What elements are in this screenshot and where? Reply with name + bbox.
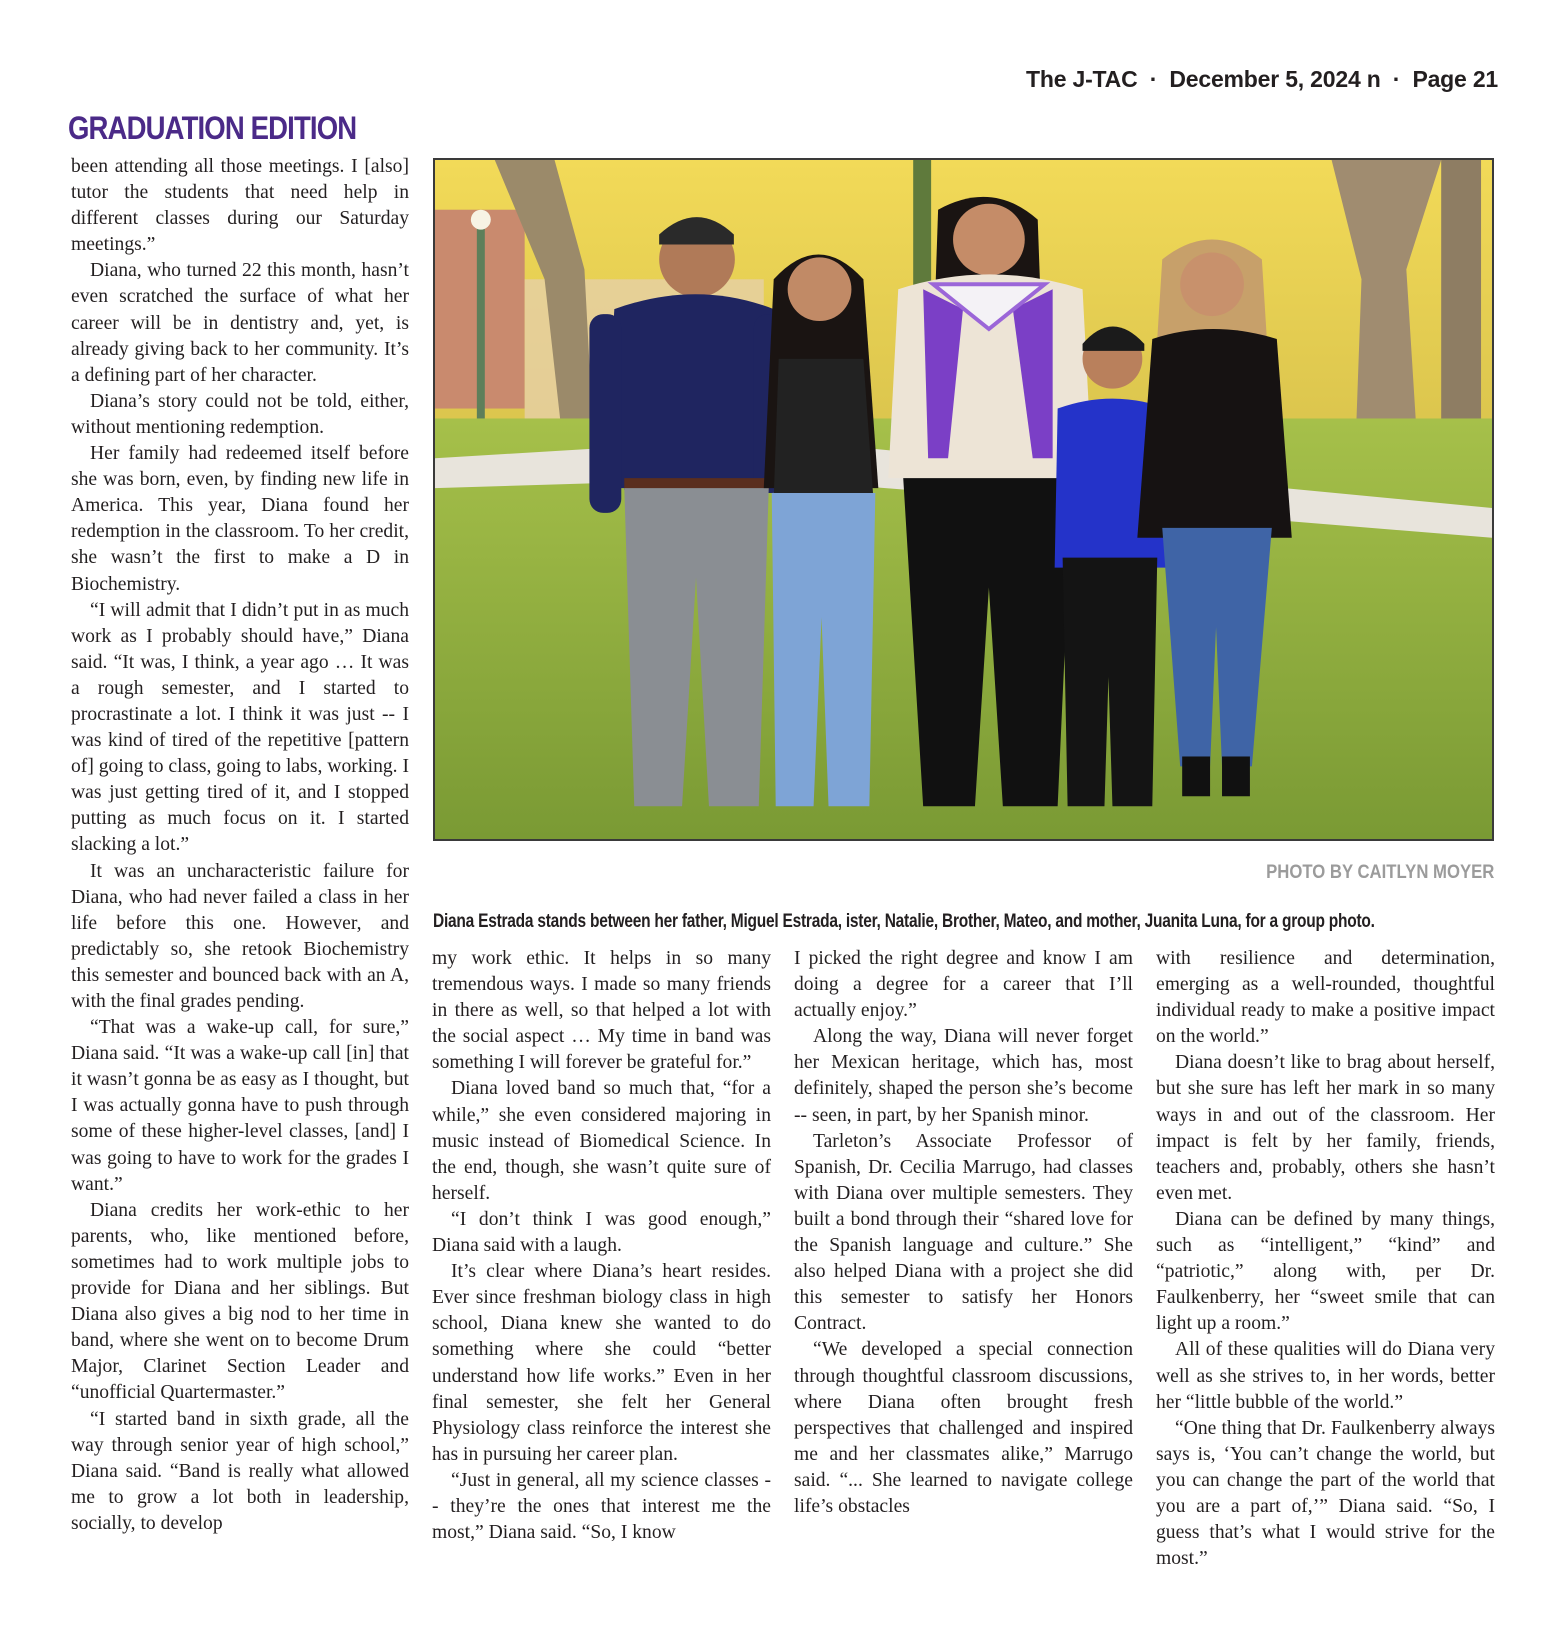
article-paragraph: “I will admit that I didn’t put in as much work as I probably should have,” Diana said. “It was, I think, a year ago … It was a rough semester, and I started to procrastinate a lot. I think it was just -- I was kind of tired of the repetitive [pattern of] going to class, going to labs, working. I was just getting tired of it, and I stopped putting as much focus on it. I started slacking a lot.” — [71, 599, 409, 856]
article-paragraph: “I don’t think I was good enough,” Diana said with a laugh. — [432, 1208, 771, 1257]
article-paragraph: It was an uncharacteristic failure for Diana, who had never failed a class in her life before this one. However, and predictably so, she retook Biochemistry this semester and bounced back with an A, with the final grades pending. — [71, 860, 409, 1012]
article-column-2 — [432, 946, 771, 1546]
article-paragraph: with resilience and determination, emerging as a well-rounded, thoughtful individual ready to make a positive impact on the world.” — [1156, 948, 1495, 1048]
article-paragraph: Diana can be defined by many things, such as “intelligent,” “kind” and “patriotic,” along with, per Dr. Faulkenberry, her “sweet smile that can light up a room.” — [1156, 1208, 1495, 1335]
photo-caption: Diana Estrada stands between her father, Miguel Estrada, ister, Natalie, Brother, Mateo, and mother, Juanita Luna, for a group photo. — [433, 910, 1375, 932]
article-column-1 — [71, 154, 409, 1537]
article-paragraph: Diana’s story could not be told, either, without mentioning redemption. — [71, 390, 409, 438]
section-heading: GRADUATION EDITION — [68, 110, 357, 146]
article-column-3 — [794, 946, 1133, 1520]
issue-date: December 5, 2024 n — [1169, 66, 1381, 92]
folio-separator: · — [1392, 66, 1401, 92]
article-paragraph: Diana, who turned 22 this month, hasn’t even scratched the surface of what her career will be in dentistry and, yet, is already giving back to her community. It’s a defining part of her character. — [71, 260, 409, 386]
article-paragraph: “I started band in sixth grade, all the way through senior year of high school,” Diana said. “Band is really what allowed me to grow a lot both in leadership, socially, to develop — [71, 1408, 409, 1534]
photo-illustration — [435, 160, 1492, 839]
article-paragraph: been attending all those meetings. I [also] tutor the students that need help in different classes during our Saturday meetings.” — [71, 156, 409, 256]
article-paragraph: “That was a wake-up call, for sure,” Diana said. “It was a wake-up call [in] that it wasn’t gonna be as easy as I thought, but I was actually gonna have to push through some of these higher-level classes, [and] I was going to have to work for the grades I want.” — [71, 1017, 409, 1195]
article-paragraph: All of these qualities will do Diana very well as she strives to, in her words, better her “little bubble of the world.” — [1156, 1339, 1495, 1413]
page-number: Page 21 — [1412, 66, 1498, 92]
article-paragraph: Diana doesn’t like to brag about herself, but she sure has left her mark in so many ways in and out of the classroom. Her impact is felt by her family, friends, teachers and, probably, others she hasn’t even met. — [1156, 1052, 1495, 1204]
group-photo — [433, 158, 1494, 841]
article-paragraph: Along the way, Diana will never forget her Mexican heritage, which has, most definitely, shaped the person she’s become -- seen, in part, by her Spanish minor. — [794, 1026, 1133, 1126]
article-paragraph: “One thing that Dr. Faulkenberry always says is, ‘You can’t change the world, but you can change the part of the world that you are a part of,’” Diana said. “So, I guess that’s what I would strive for the most.” — [1156, 1417, 1495, 1570]
article-paragraph: Her family had redeemed itself before she was born, even, by finding new life in America. This year, Diana found her redemption in the classroom. To her credit, she wasn’t the first to make a D in Biochemistry. — [71, 443, 409, 595]
article-paragraph: Diana loved band so much that, “for a while,” she even considered majoring in music instead of Biomedical Science. In the end, though, she wasn’t quite sure of herself. — [432, 1078, 771, 1204]
article-paragraph: Tarleton’s Associate Professor of Spanish, Dr. Cecilia Marrugo, had classes with Diana over multiple semesters. They built a bond through their “shared love for the Spanish language and culture.” She also helped Diana with a project she did this semester to satisfy her Honors Contract. — [794, 1130, 1133, 1335]
photo-credit: PHOTO BY CAITLYN MOYER — [1265, 862, 1494, 883]
article-paragraph: my work ethic. It helps in so many tremendous ways. I made so many friends in there as well, so that helped a lot with the social aspect … My time in band was something I will forever be grateful for.” — [432, 948, 771, 1074]
article-paragraph: “Just in general, all my science classes -- they’re the ones that interest me the most,” Diana said. “So, I know — [432, 1469, 771, 1544]
article-paragraph: I picked the right degree and know I am doing a degree for a career that I’ll actually enjoy.” — [794, 948, 1133, 1022]
article-paragraph: It’s clear where Diana’s heart resides. Ever since freshman biology class in high school, Diana knew she wanted to do something where she could “better understand how life works.” Even in her final semester, she felt her General Physiology class reinforce the interest she has in pursuing her career plan. — [432, 1261, 771, 1465]
article-column-4 — [1156, 946, 1495, 1572]
page-folio — [1026, 66, 1498, 93]
publication-name: The J-TAC — [1026, 66, 1138, 92]
article-paragraph: “We developed a special connection through thoughtful classroom discussions, where Diana often brought fresh perspectives that challenged and inspired me and her classmates alike,” Marrugo said. “... She learned to navigate college life’s obstacles — [794, 1339, 1133, 1517]
article-paragraph: Diana credits her work-ethic to her parents, who, like mentioned before, sometimes had to work multiple jobs to provide for Diana and her siblings. But Diana also gives a big nod to her time in band, where she went on to become Drum Major, Clarinet Section Leader and “unofficial Quartermaster.” — [71, 1199, 409, 1404]
folio-separator: · — [1149, 66, 1158, 92]
